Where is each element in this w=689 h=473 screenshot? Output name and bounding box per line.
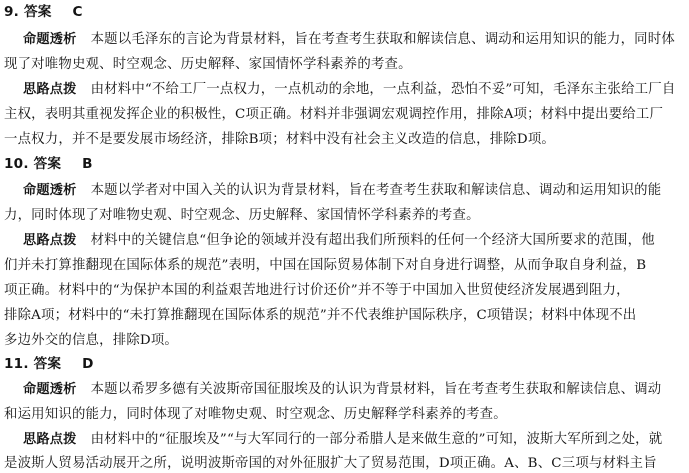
q11-analysis-text-1: 由材料中的“征服埃及”“与大军同行的一部分希腊人是来做生意的”可知，波斯大军所到之处，就	[90, 432, 663, 447]
q11-answer-label: 答案	[33, 356, 62, 372]
q11-analysis-label: 思路点拨	[23, 432, 77, 447]
q10-answer-key: B	[82, 156, 93, 172]
q11-intent-label: 命题透析	[23, 382, 77, 397]
q11-intent-text-1: 本题以希罗多德有关波斯帝国征服埃及的认识为背景材料，旨在考查考生获取和解读信息、调动	[90, 382, 662, 397]
q9-number: 9.	[4, 4, 20, 20]
q10-answer-heading	[4, 155, 93, 173]
q9-analysis-text-1: 由材料中“不给工厂一点权力，一点机动的余地，一点利益，恐怕不妥”可知，毛泽东主张给工厂自	[90, 82, 676, 97]
q10-intent-text-1: 本题以学者对中国入关的认识为背景材料，旨在考查考生获取和解读信息、调动和运用知识的能	[90, 183, 662, 198]
q10-analysis-line-3: 项正确。材料中的“为保护本国的利益艰苦地进行讨价还价”并不等于中国加入世贸使经济发展遇到阻力，	[4, 283, 630, 298]
q11-answer-heading	[4, 355, 94, 373]
q11-answer-key: D	[82, 356, 94, 372]
q10-intent-label: 命题透析	[23, 183, 77, 198]
q10-analysis-label: 思路点拨	[23, 233, 77, 248]
q9-intent-line-1	[23, 31, 675, 49]
q10-number: 10.	[4, 156, 29, 172]
q10-analysis-line-4: 排除A项；材料中的“未打算推翻现在国际体系的规范”并不代表维护国际秩序，C项错误；材料中体现不出	[4, 308, 637, 323]
q9-analysis-line-1	[23, 81, 675, 99]
q9-intent-line-2: 现了对唯物史观、时空观念、历史解释、家国情怀学科素养的考查。	[4, 57, 412, 72]
q10-intent-line-2: 力，同时体现了对唯物史观、时空观念、历史解释、家国情怀学科素养的考查。	[4, 208, 480, 223]
q9-analysis-line-3: 一点权力，并不是要发展市场经济，排除B项；材料中没有社会主义改造的信息，排除D项。	[4, 132, 556, 147]
q9-answer-heading	[4, 3, 83, 21]
q10-analysis-text-1: 材料中的关键信息“但争论的领域并没有超出我们所预料的任何一个经济大国所要求的范围，他	[90, 233, 655, 248]
q9-answer-key: C	[72, 4, 83, 20]
q9-analysis-line-2: 主权，表明其重视发挥企业的积极性，C项正确。材料并非强调宏观调控作用，排除A项；材料中提出要给工厂	[4, 107, 664, 122]
q9-intent-label: 命题透析	[23, 32, 77, 47]
q10-analysis-line-5: 多边外交的信息，排除D项。	[4, 333, 179, 348]
q11-analysis-line-2: 是波斯人贸易活动展开之所，说明波斯帝国的对外征服扩大了贸易范围，D项正确。A、B、C三项与材料主旨	[4, 456, 657, 471]
q11-analysis-line-1	[23, 431, 662, 449]
q10-analysis-line-2: 们并未打算推翻现在国际体系的规范”表明，中国在国际贸易体制下对自身进行调整，从而争取自身利益，B	[4, 258, 647, 273]
q9-analysis-label: 思路点拨	[23, 82, 77, 97]
q10-analysis-line-1	[23, 232, 655, 250]
q11-number: 11.	[4, 356, 29, 372]
q9-answer-label: 答案	[23, 4, 52, 20]
q9-intent-text-1: 本题以毛泽东的言论为背景材料，旨在考查考生获取和解读信息、调动和运用知识的能力，同时体	[90, 32, 675, 47]
q11-intent-line-1	[23, 381, 661, 399]
q10-intent-line-1	[23, 182, 661, 200]
q11-intent-line-2: 和运用知识的能力，同时体现了对唯物史观、时空观念、历史解释学科素养的考查。	[4, 407, 507, 422]
q10-answer-label: 答案	[33, 156, 62, 172]
